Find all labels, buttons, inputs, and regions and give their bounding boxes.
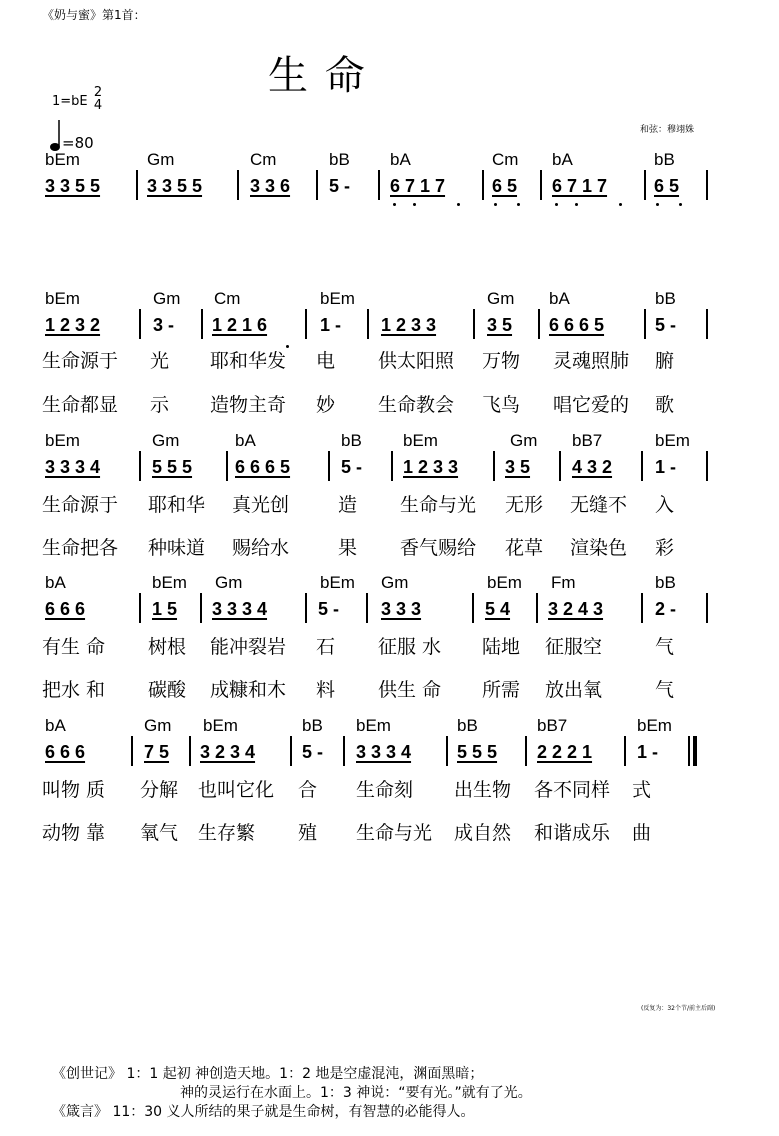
octave-dot	[413, 203, 416, 206]
chord-symbol: Cm	[492, 150, 519, 169]
lyric-verse-1: 电	[316, 350, 336, 372]
measure-notes: 3 -	[153, 315, 175, 335]
chord-symbol: Gm	[152, 431, 180, 450]
octave-dot	[575, 203, 578, 206]
final-bar-line	[688, 736, 690, 766]
lyric-verse-1: 万物	[482, 350, 521, 372]
scripture-line-1: 《创世记》 1：1 起初 神创造天地。1：2 地是空虚混沌，渊面黑暗；	[52, 1066, 484, 1082]
chord-symbol: bEm	[45, 431, 80, 450]
measure-notes: 1 -	[637, 742, 659, 762]
bar-line	[472, 593, 474, 623]
chord-symbol: bA	[45, 573, 66, 592]
lyric-verse-2: 殖	[298, 822, 318, 844]
bar-line	[693, 736, 697, 766]
measure-notes: 1 5	[152, 599, 178, 619]
lyric-verse-1: 征服空	[545, 636, 603, 658]
bar-line	[378, 170, 380, 200]
bar-line	[706, 451, 708, 481]
time-signature	[93, 86, 103, 112]
bar-line	[136, 170, 138, 200]
chord-symbol: bEm	[637, 716, 672, 735]
lyric-verse-1: 无形	[505, 494, 544, 516]
measure-notes: 1 2 3 3	[403, 457, 459, 477]
measure-notes: 6 7 1 7	[552, 176, 608, 196]
bar-line	[139, 451, 141, 481]
bar-line	[641, 451, 643, 481]
measure-notes: 3 3 6	[250, 176, 291, 196]
measure-notes: 3 3 5 5	[45, 176, 101, 196]
lyric-verse-2: 飞鸟	[482, 394, 521, 416]
chord-symbol: bA	[552, 150, 573, 169]
measure-notes: 3 3 3 4	[356, 742, 412, 762]
lyric-verse-1: 无缝不	[570, 494, 628, 516]
bar-line	[644, 309, 646, 339]
lyric-verse-1: 叫物 质	[42, 779, 106, 801]
bar-line	[343, 736, 345, 766]
chord-symbol: Gm	[510, 431, 538, 450]
lyric-verse-1: 腑	[655, 350, 675, 372]
chord-symbol: bEm	[45, 289, 80, 308]
chord-symbol: bEm	[320, 573, 355, 592]
bar-line	[226, 451, 228, 481]
bar-line	[644, 170, 646, 200]
chord-symbol: bA	[390, 150, 411, 169]
lyric-verse-1: 也叫它化	[198, 779, 275, 801]
chord-symbol: bB	[654, 150, 675, 169]
lyric-verse-1: 有生 命	[42, 636, 106, 658]
lyric-verse-2: 把水 和	[42, 679, 106, 701]
bar-line	[706, 170, 708, 200]
key-signature: 1=bE	[52, 94, 88, 109]
lyric-verse-2: 生命教会	[378, 394, 455, 416]
lyric-verse-1: 气	[655, 636, 675, 658]
lyric-verse-1: 各不同样	[534, 779, 611, 801]
chord-symbol: Cm	[250, 150, 277, 169]
measure-notes: 3 5	[505, 457, 531, 477]
bar-line	[538, 309, 540, 339]
chord-symbol: bA	[235, 431, 256, 450]
measure-notes: 5 5 5	[152, 457, 193, 477]
lyric-verse-2: 生命都显	[42, 394, 119, 416]
measure-notes: 1 2 1 6	[212, 315, 268, 335]
bar-line	[706, 309, 708, 339]
bar-line	[131, 736, 133, 766]
lyric-verse-2: 花草	[505, 537, 544, 559]
bar-line	[316, 170, 318, 200]
bar-line	[200, 593, 202, 623]
lyric-verse-2: 氧气	[140, 822, 179, 844]
lyric-verse-2: 造物主奇	[210, 394, 287, 416]
measure-notes: 2 -	[655, 599, 677, 619]
lyric-verse-2: 彩	[655, 537, 675, 559]
lyric-verse-2: 碳酸	[148, 679, 187, 701]
measure-notes: 3 5	[487, 315, 513, 335]
bar-line	[328, 451, 330, 481]
lyric-verse-2: 放出氧	[545, 679, 603, 701]
lyric-verse-2: 成糠和木	[210, 679, 287, 701]
lyric-verse-1: 耶和华	[148, 494, 206, 516]
bar-line	[536, 593, 538, 623]
lyric-verse-2: 生存繁	[198, 822, 256, 844]
lyric-verse-1: 能冲裂岩	[210, 636, 287, 658]
bar-line	[237, 170, 239, 200]
octave-dot	[619, 203, 622, 206]
measure-notes: 5 4	[485, 599, 511, 619]
lyric-verse-2: 示	[150, 394, 170, 416]
chord-symbol: bA	[45, 716, 66, 735]
measure-notes: 6 5	[654, 176, 680, 196]
chord-symbol: Gm	[487, 289, 515, 308]
bar-line	[305, 309, 307, 339]
lyric-verse-1: 式	[632, 779, 652, 801]
lyric-verse-2: 果	[338, 537, 358, 559]
octave-dot	[393, 203, 396, 206]
chord-symbol: bA	[549, 289, 570, 308]
lyric-verse-1: 出生物	[454, 779, 512, 801]
source-note: 《奶与蜜》第1首：	[42, 8, 146, 22]
lyric-verse-2: 种味道	[148, 537, 206, 559]
scripture-line-3: 《箴言》 11：30 义人所结的果子就是生命树，有智慧的必能得人。	[52, 1104, 475, 1120]
lyric-verse-1: 合	[298, 779, 318, 801]
measure-notes: 5 -	[655, 315, 677, 335]
lyric-verse-1: 生命源于	[42, 494, 119, 516]
chord-symbol: bB	[655, 573, 676, 592]
bar-line	[290, 736, 292, 766]
measure-notes: 1 -	[655, 457, 677, 477]
chord-symbol: bEm	[487, 573, 522, 592]
bar-line	[367, 309, 369, 339]
tempo-marking: =80	[62, 134, 94, 152]
measure-notes: 3 3 3 4	[45, 457, 101, 477]
chord-symbol: bEm	[356, 716, 391, 735]
bar-line	[305, 593, 307, 623]
chord-symbol: bB	[302, 716, 323, 735]
bar-line	[391, 451, 393, 481]
octave-dot	[679, 203, 682, 206]
lyric-verse-2: 生命把各	[42, 537, 119, 559]
bar-line	[189, 736, 191, 766]
repeat-note: (反复为：32个节/前主后副)	[641, 1005, 716, 1012]
chord-symbol: Gm	[144, 716, 172, 735]
measure-notes: 1 2 3 2	[45, 315, 101, 335]
lyric-verse-2: 料	[316, 679, 336, 701]
lyric-verse-2: 所需	[482, 679, 521, 701]
lyric-verse-1: 耶和华发	[210, 350, 287, 372]
chord-symbol: bEm	[403, 431, 438, 450]
scripture-line-2: 神的灵运行在水面上。1：3 神说：“要有光。”就有了光。	[180, 1085, 532, 1101]
measure-notes: 5 -	[318, 599, 340, 619]
measure-notes: 5 5 5	[457, 742, 498, 762]
lyric-verse-2: 生命与光	[356, 822, 433, 844]
chord-symbol: Gm	[215, 573, 243, 592]
bar-line	[525, 736, 527, 766]
lyric-verse-1: 光	[150, 350, 170, 372]
time-sig-top: 2	[93, 85, 103, 100]
lyric-verse-1: 造	[338, 494, 358, 516]
lyric-verse-2: 和谐成乐	[534, 822, 611, 844]
lyric-verse-2: 供生 命	[378, 679, 442, 701]
octave-dot	[517, 203, 520, 206]
chord-symbol: bB7	[572, 431, 603, 450]
bar-line	[624, 736, 626, 766]
measure-notes: 5 -	[341, 457, 363, 477]
bar-line	[139, 309, 141, 339]
arranger-credit: 和弦：穆翊姝	[640, 125, 695, 135]
measure-notes: 3 3 5 5	[147, 176, 203, 196]
lyric-verse-1: 征服 水	[378, 636, 442, 658]
lyric-verse-2: 香气赐给	[400, 537, 477, 559]
lyric-verse-1: 分解	[140, 779, 179, 801]
bar-line	[473, 309, 475, 339]
bar-line	[493, 451, 495, 481]
chord-symbol: Gm	[147, 150, 175, 169]
chord-symbol: bEm	[152, 573, 187, 592]
chord-symbol: bB	[457, 716, 478, 735]
chord-symbol: Gm	[153, 289, 181, 308]
measure-notes: 6 6 6 5	[235, 457, 291, 477]
measure-notes: 1 -	[320, 315, 342, 335]
lyric-verse-1: 生命刻	[356, 779, 414, 801]
octave-dot	[457, 203, 460, 206]
bar-line	[446, 736, 448, 766]
chord-symbol: bEm	[203, 716, 238, 735]
chord-symbol: Fm	[551, 573, 576, 592]
measure-notes: 3 2 4 3	[548, 599, 604, 619]
chord-symbol: bB7	[537, 716, 568, 735]
lyric-verse-2: 成自然	[454, 822, 512, 844]
bar-line	[641, 593, 643, 623]
measure-notes: 6 6 6	[45, 742, 86, 762]
bar-line	[540, 170, 542, 200]
bar-line	[706, 593, 708, 623]
chord-symbol: Cm	[214, 289, 241, 308]
chord-symbol: bB	[341, 431, 362, 450]
time-sig-bottom: 4	[93, 98, 103, 113]
chord-symbol: bB	[329, 150, 350, 169]
lyric-verse-1: 供太阳照	[378, 350, 455, 372]
octave-dot	[656, 203, 659, 206]
octave-dot	[555, 203, 558, 206]
lyric-verse-1: 陆地	[482, 636, 521, 658]
lyric-verse-1: 真光创	[232, 494, 290, 516]
bar-line	[139, 593, 141, 623]
measure-notes: 4 3 2	[572, 457, 613, 477]
chord-symbol: bB	[655, 289, 676, 308]
bar-line	[366, 593, 368, 623]
measure-notes: 6 7 1 7	[390, 176, 446, 196]
octave-dot	[494, 203, 497, 206]
lyric-verse-1: 灵魂照肺	[553, 350, 630, 372]
lyric-verse-2: 渲染色	[570, 537, 628, 559]
measure-notes: 3 3 3	[381, 599, 422, 619]
measure-notes: 5 -	[302, 742, 324, 762]
lyric-verse-1: 入	[655, 494, 675, 516]
measure-notes: 5 -	[329, 176, 351, 196]
measure-notes: 3 2 3 4	[200, 742, 256, 762]
quarter-note-icon	[48, 118, 62, 154]
lyric-verse-1: 生命与光	[400, 494, 477, 516]
chord-symbol: Gm	[381, 573, 409, 592]
lyric-verse-2: 唱它爱的	[553, 394, 630, 416]
lyric-verse-2: 赐给水	[232, 537, 290, 559]
measure-notes: 2 2 2 1	[537, 742, 593, 762]
measure-notes: 7 5	[144, 742, 170, 762]
chord-symbol: bEm	[45, 150, 80, 169]
chord-symbol: bEm	[320, 289, 355, 308]
lyric-verse-2: 妙	[316, 394, 336, 416]
measure-notes: 6 6 6	[45, 599, 86, 619]
measure-notes: 6 5	[492, 176, 518, 196]
bar-line	[482, 170, 484, 200]
page-title: 生 命	[268, 53, 367, 99]
bar-line	[559, 451, 561, 481]
lyric-verse-2: 气	[655, 679, 675, 701]
lyric-verse-1: 树根	[148, 636, 187, 658]
lyric-verse-1: 生命源于	[42, 350, 119, 372]
measure-notes: 3 3 3 4	[212, 599, 268, 619]
bar-line	[201, 309, 203, 339]
measure-notes: 1 2 3 3	[381, 315, 437, 335]
octave-dot	[286, 345, 289, 348]
chord-symbol: bEm	[655, 431, 690, 450]
lyric-verse-2: 曲	[632, 822, 652, 844]
lyric-verse-2: 动物 靠	[42, 822, 106, 844]
lyric-verse-2: 歌	[655, 394, 675, 416]
measure-notes: 6 6 6 5	[549, 315, 605, 335]
lyric-verse-1: 石	[316, 636, 336, 658]
